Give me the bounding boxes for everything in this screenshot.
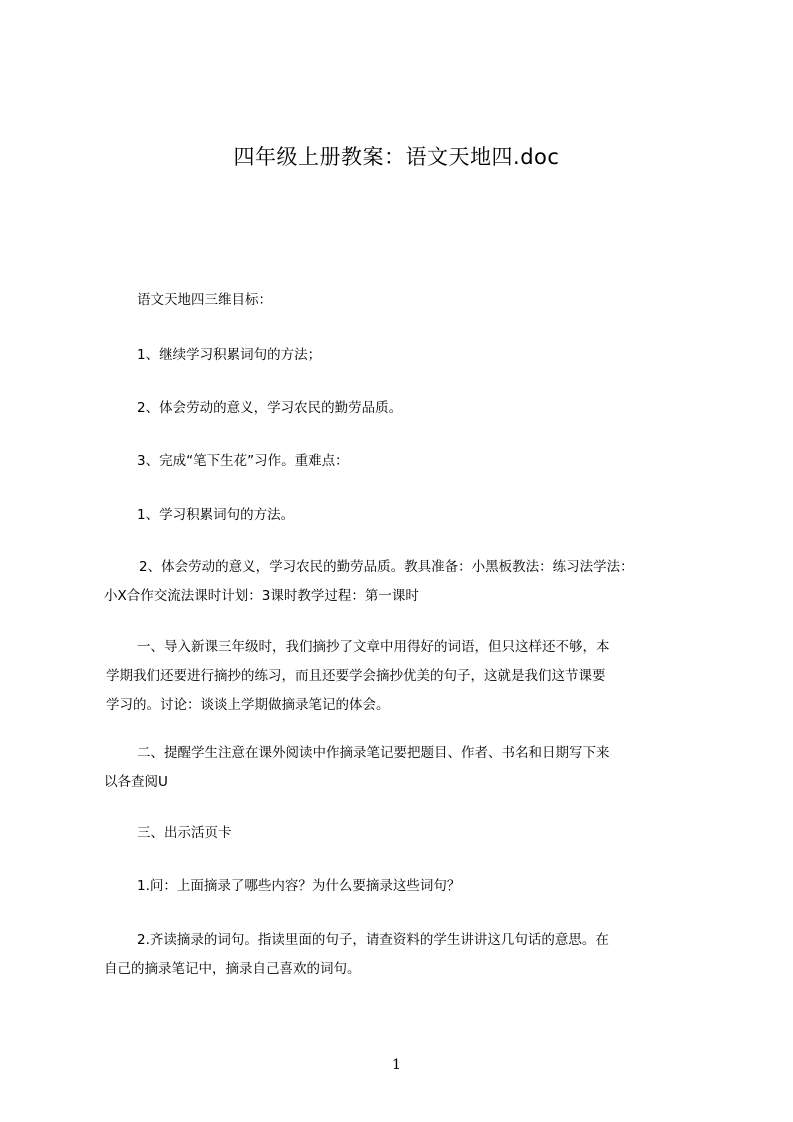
document-title: 四年级上册教案：语文天地四.doc — [233, 145, 560, 169]
paragraph-line: 3、完成“笔下生花”习作。重难点： — [137, 453, 349, 469]
paragraph-line: 小X合作交流法课时计划：3课时教学过程：第一课时 — [104, 588, 419, 604]
paragraph-line: 2、体会劳动的意义，学习农民的勤劳品质。教具准备：小黑板教法：练习法学法： — [139, 559, 634, 575]
paragraph-keypoint-2 — [104, 553, 720, 611]
paragraph-activity-card — [104, 819, 753, 848]
paragraph-line: 语文天地四三维目标： — [137, 292, 272, 308]
paragraph-line: 学期我们还要进行摘抄的练习，而且还要学会摘抄优美的句子，这就是我们这节课要 — [106, 668, 606, 684]
paragraph-line: 2.齐读摘录的词句。指读里面的句子，请查资料的学生讲讲这几句话的意思。在 — [137, 932, 609, 948]
paragraph-keypoint-1 — [104, 501, 753, 530]
paragraph-line: 1、学习积累词句的方法。 — [137, 507, 295, 523]
paragraph-line: 二、提醒学生注意在课外阅读中作摘录笔记要把题目、作者、书名和日期写下来 — [137, 745, 610, 761]
paragraph-line: 自己的摘录笔记中，摘录自己喜欢的词句。 — [104, 961, 361, 977]
paragraph-objective-2 — [104, 394, 753, 423]
paragraph-objective-3 — [104, 447, 753, 476]
paragraph-line: 一、导入新课三年级时，我们摘抄了文章中用得好的词语，但只这样还不够，本 — [137, 639, 610, 655]
paragraph-question-1 — [104, 872, 753, 901]
paragraph-intro-lesson — [104, 633, 720, 720]
paragraph-line: 2、体会劳动的意义，学习农民的勤劳品质。 — [137, 400, 403, 416]
paragraph-line: 1.问：上面摘录了哪些内容？为什么要摘录这些词句？ — [137, 878, 461, 894]
paragraph-line: 1、继续学习积累词句的方法； — [137, 347, 322, 363]
paragraph-line: 学习的。讨论：谈谈上学期做摘录笔记的体会。 — [106, 697, 390, 713]
paragraph-objectives-heading — [104, 286, 753, 315]
paragraph-line: 三、出示活页卡 — [137, 825, 232, 841]
paragraph-objective-1 — [104, 341, 753, 370]
paragraph-reminder — [104, 739, 720, 797]
paragraph-question-2 — [104, 926, 720, 984]
paragraph-line: 以各查阅U — [104, 774, 168, 790]
page-number: 1 — [392, 1057, 401, 1073]
